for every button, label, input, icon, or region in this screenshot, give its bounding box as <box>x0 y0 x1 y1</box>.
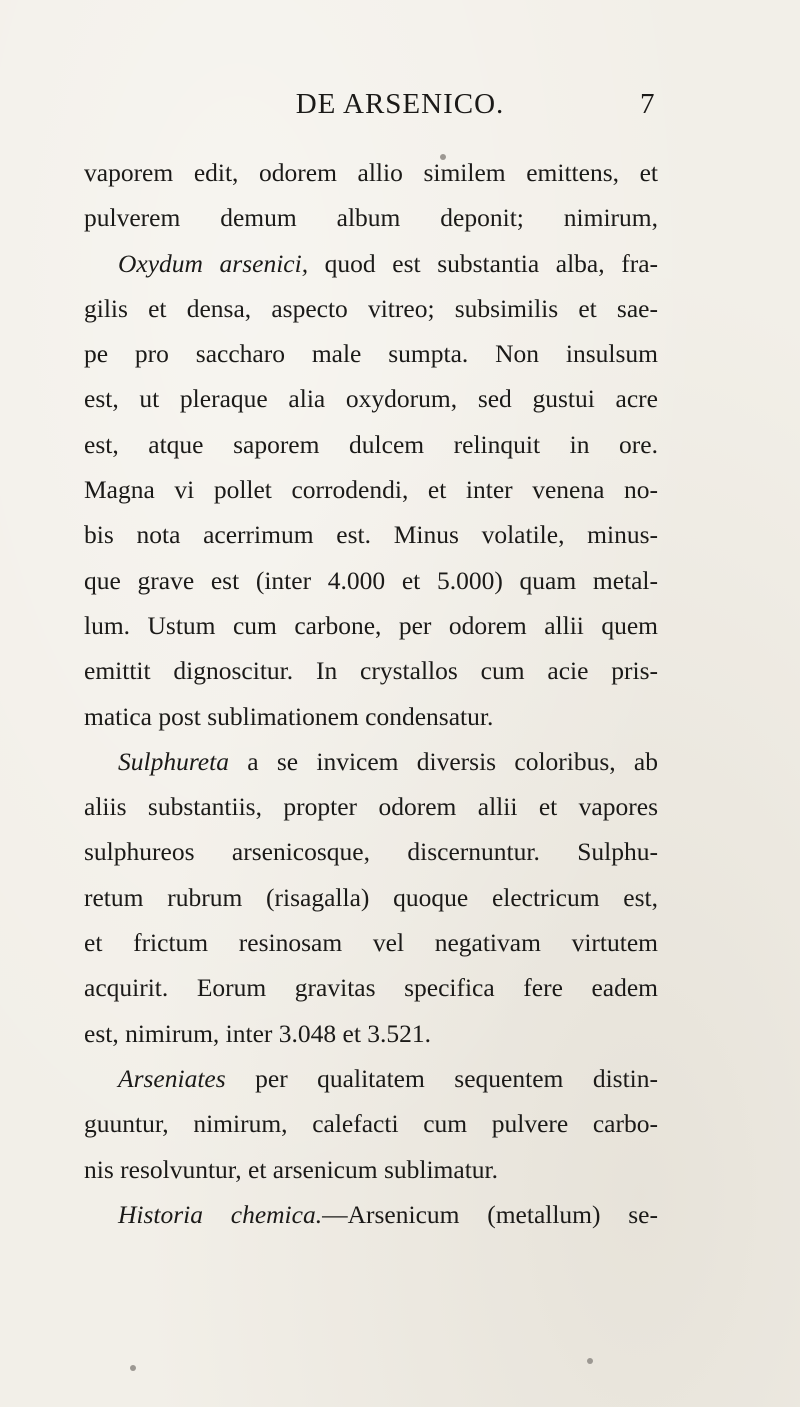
ink-speck <box>130 1365 136 1371</box>
line-italic-term: Arseniates <box>118 1063 226 1093</box>
line-text: gilis et densa, aspecto vitreo; subsimilis et sae- <box>84 293 658 323</box>
line-text: quod est substantia alba, fra- <box>308 248 659 278</box>
text-line <box>84 376 658 421</box>
running-title: DE ARSENICO. <box>295 88 505 120</box>
line-text: bis nota acerrimum est. Minus volatile, minus- <box>84 520 658 550</box>
line-text: Magna vi pollet corrodendi, et inter venena no- <box>84 475 658 505</box>
text-line <box>84 512 658 557</box>
text-line <box>84 829 658 874</box>
line-text: retum rubrum (risagalla) quoque electricum est, <box>84 882 658 912</box>
line-text: lum. Ustum cum carbone, per odorem allii quem <box>84 610 658 640</box>
line-text: aliis substantiis, propter odorem allii et vapores <box>84 792 658 822</box>
line-text: est, ut pleraque alia oxydorum, sed gustui acre <box>84 384 658 414</box>
running-head <box>0 88 800 132</box>
line-text: est, nimirum, inter 3.048 et 3.521. <box>84 1018 432 1048</box>
line-italic-term: Historia chemica. <box>118 1199 323 1229</box>
text-line <box>84 195 658 240</box>
line-text: guuntur, nimirum, calefacti cum pulvere carbo- <box>84 1109 658 1139</box>
text-line <box>84 331 658 376</box>
text-line <box>84 558 658 603</box>
line-text: que grave est (inter 4.000 et 5.000) quam metal- <box>84 565 658 595</box>
line-text: vaporem edit, odorem allio similem emittens, et <box>84 158 658 187</box>
text-line <box>84 241 658 286</box>
line-text: matica post sublimationem condensatur. <box>84 701 494 731</box>
body-text <box>84 150 658 1237</box>
line-text: per qualitatem sequentem distin- <box>225 1063 658 1093</box>
text-line <box>84 286 658 331</box>
text-line <box>84 784 658 829</box>
line-text: acquirit. Eorum gravitas specifica fere eadem <box>84 973 658 1003</box>
text-line <box>84 1192 658 1237</box>
line-text: est, atque saporem dulcem relinquit in ore. <box>84 429 658 459</box>
text-line <box>84 875 658 920</box>
text-line <box>84 1147 658 1192</box>
line-text: emittit dignoscitur. In crystallos cum acie pris- <box>84 656 658 686</box>
text-line <box>84 694 658 739</box>
line-text: pulverem demum album deponit; nimirum, <box>84 203 658 233</box>
text-line <box>84 920 658 965</box>
text-line <box>84 648 658 693</box>
text-line <box>84 1101 658 1146</box>
line-text: et frictum resinosam vel negativam virtutem <box>84 928 658 958</box>
text-line <box>84 603 658 648</box>
page-number: 7 <box>640 88 655 120</box>
text-line <box>84 422 658 467</box>
text-line <box>84 150 658 195</box>
ink-speck <box>587 1358 593 1364</box>
line-text: nis resolvuntur, et arsenicum sublimatur. <box>84 1154 498 1184</box>
line-text: pe pro saccharo male sumpta. Non insulsum <box>84 339 658 369</box>
text-line <box>84 965 658 1010</box>
line-text: —Arsenicum (metallum) se- <box>322 1199 658 1229</box>
text-line <box>84 739 658 784</box>
text-line <box>84 467 658 512</box>
text-line <box>84 1056 658 1101</box>
line-italic-term: Oxydum arsenici, <box>118 248 309 278</box>
line-italic-term: Sulphureta <box>118 746 229 776</box>
line-text: sulphureos arsenicosque, discernuntur. Sulphu- <box>84 837 658 867</box>
text-line <box>84 1011 658 1056</box>
line-text: a se invicem diversis coloribus, ab <box>228 746 658 776</box>
